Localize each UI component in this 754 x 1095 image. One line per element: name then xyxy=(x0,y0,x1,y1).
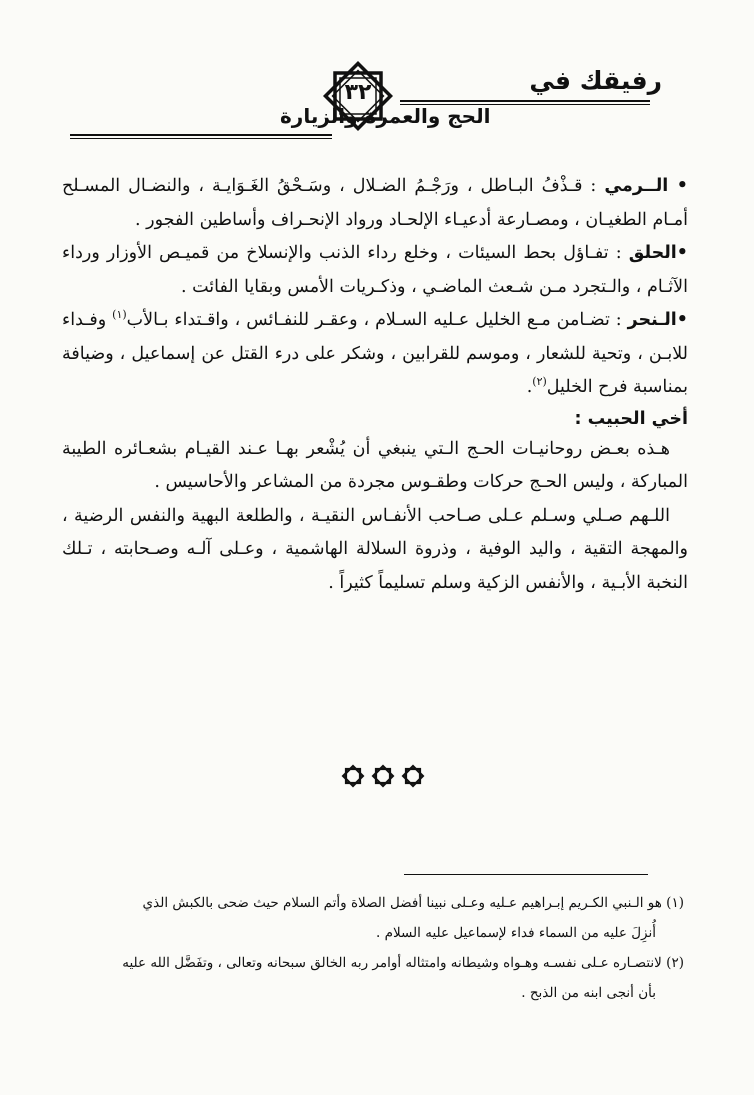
paragraph-ramy xyxy=(62,170,688,237)
text-ramy: : قـذْفُ البـاطل ، ورَجْـمُ الضـلال ، وسَـحْقُ الغَـوَايـة ، والنضـال المسـلح أمـام الطغيـان ، ومصـارعة أدعيـاء الإلحـاد ورواد الإنحـراف وأساطين الفجور . xyxy=(62,176,688,230)
footnote-rule xyxy=(404,874,648,875)
page-number: ٣٢ xyxy=(344,80,372,105)
running-title-top: رفيقك في xyxy=(529,66,662,95)
paragraph-halq xyxy=(62,237,688,304)
paragraph-spirituality: هـذه بعـض روحانيـات الحـج الـتي ينبغي أن يُشْعر بهـا عـند القيـام بشعـائره الطيبة المباركة ، وليس الحـج حركات وطقـوس مجردة من المشاعر والأحاسيس . xyxy=(62,438,688,492)
text-nahr-a: : تضـامن مـع الخليل عـليه السـلام ، وعقـر للنفـائس ، واقـتداء بـالأب xyxy=(126,310,628,330)
term-nahr: •الـنحر xyxy=(627,310,688,330)
header-rule-bottom xyxy=(70,134,332,136)
main-text xyxy=(62,170,688,600)
text-halq: : تفـاؤل بحط السيئات ، وخلع رداء الذنب والإنسلاخ من قميـص الأوزار ورداء الآثـام ، والـتجرد مـن شـعث الماضـي ، وذكـريات الأمس وبقايا الفائت . xyxy=(62,243,688,297)
footnote-ref-2[interactable]: (٢) xyxy=(532,375,547,389)
term-ramy: • الــرمي xyxy=(604,176,688,196)
footnotes xyxy=(62,888,684,1008)
header-rule-bottom-thin xyxy=(70,138,332,139)
footnote-2: (٢) لانتصـاره عـلى نفسـه وهـواه وشيطانه وامتثاله أوامر ربه الخالق سبحانه وتعالى ، وتفَضَّل الله عليه xyxy=(122,955,684,971)
section-separator-icon xyxy=(338,764,428,788)
footnote-1: (١) هو الـنبي الكـريم إبـراهيم عـليه وعـلى نبينا أفضل الصلاة وأتم السلام حيث ضحى بالكبش الذي xyxy=(142,895,684,911)
paragraph-prayer: اللـهم صـلي وسـلم عـلى صـاحب الأنفـاس النقيـة ، والطلعة البهية والنفس الرضية ، والمهجة التقية ، واليد الوفية ، وذروة السلالة الهاشمية ، وعـلى آلـه وصـحابته ، تـلك النخبة الأبـية ، والأنفس الزكية وسلم تسليماً كثيراً . xyxy=(62,505,688,593)
text-nahr-b: وفـداء للابـن ، وتحية للشعار ، وموسم للقرابين ، وشكر على درء القتل عن إسماعيل ، وضيافة بمناسبة فرح الخليل xyxy=(62,310,688,397)
term-halq: •الحلق xyxy=(628,243,688,263)
footnote-ref-1[interactable]: (١) xyxy=(112,308,127,322)
text-nahr-c: . xyxy=(526,377,533,397)
footnote-2-continued: بأن أنجى ابنه من الذبح . xyxy=(521,985,656,1001)
running-title-bottom: الحج والعمرة والزيارة xyxy=(280,104,491,128)
section-heading: أخي الحبيب : xyxy=(574,408,688,429)
footnote-1-continued: أُنزِلَ عليه من السماء فداء لإسماعيل عليه السلام . xyxy=(376,925,656,941)
header-rule-top xyxy=(400,100,650,102)
paragraph-nahr xyxy=(62,304,688,405)
